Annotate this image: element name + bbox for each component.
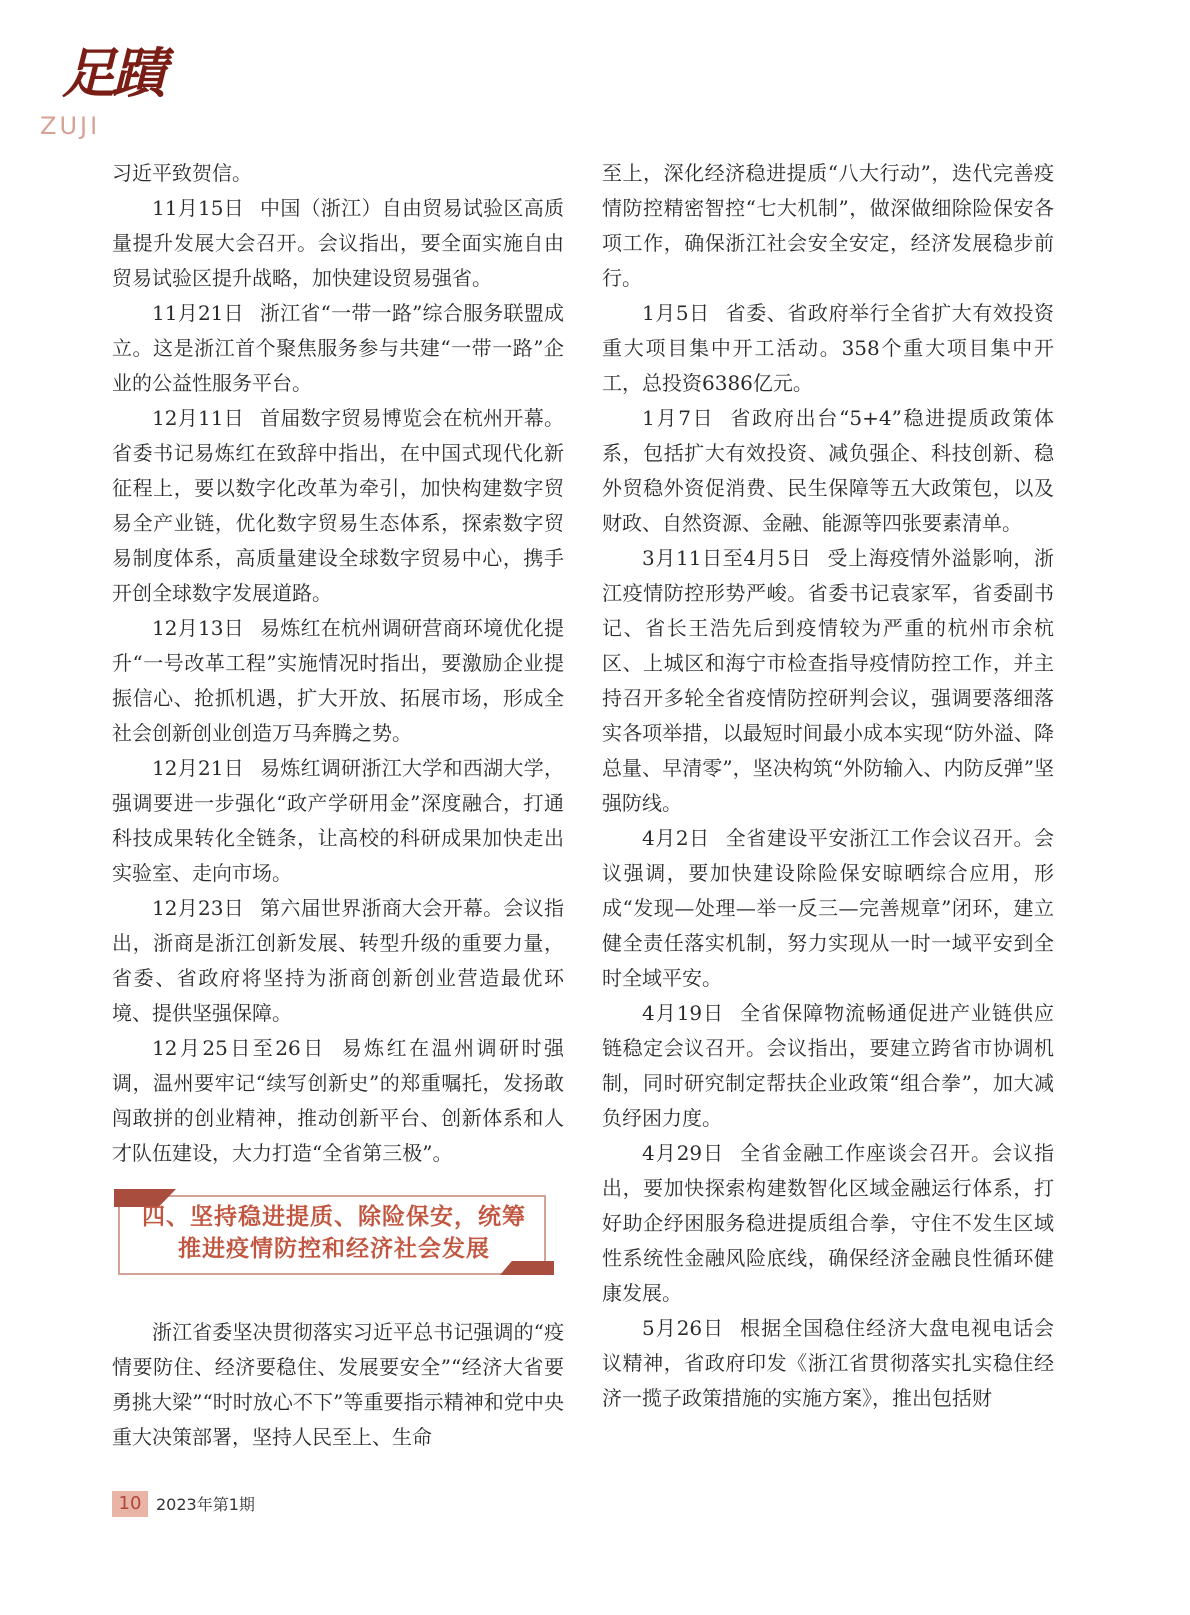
section-heading-text (118, 1201, 550, 1265)
entry-text: 易炼红调研浙江大学和西湖大学，强调要进一步强化“政产学研用金”深度融合，打通科技成果转化全链条，让高校的科研成果加快走出实验室、走向市场。 (112, 756, 564, 885)
entry-text: 全省金融工作座谈会召开。会议指出，要加快探索构建数智化区域金融运行体系，打好助企纾困服务稳进提质组合拳，守住不发生区域性系统性金融风险底线，确保经济金融良性循环健康发展。 (602, 1141, 1054, 1305)
right-column (602, 156, 1054, 1416)
entry-date: 5月26日 (642, 1316, 725, 1340)
entry-date: 1月7日 (642, 406, 715, 430)
zuji-logo (36, 41, 176, 142)
body-paragraph (112, 1031, 564, 1171)
body-paragraph (112, 401, 564, 611)
body-paragraph (112, 156, 564, 191)
body-paragraph (602, 821, 1054, 996)
entry-text: 受上海疫情外溢影响，浙江疫情防控形势严峻。省委书记袁家军，省委副书记、省长王浩先后到疫情较为严重的杭州市余杭区、上城区和海宁市检查指导疫情防控工作，并主持召开多轮全省疫情防控研判会议，强调要落细落实各项举措，以最短时间最小成本实现“防外溢、降总量、早清零”，坚决构筑“外防输入、内防反弹”坚强防线。 (602, 546, 1055, 815)
entry-text: 浙江省委坚决贯彻落实习近平总书记强调的“疫情要防住、经济要稳住、发展要安全”“经济大省要勇挑大梁”“时时放心不下”等重要指示精神和党中央重大决策部署，坚持人民至上、生命 (112, 1320, 564, 1449)
body-paragraph (602, 1311, 1054, 1416)
body-paragraph (602, 541, 1054, 821)
entry-text: 习近平致贺信。 (112, 161, 252, 185)
body-paragraph (602, 401, 1054, 541)
entry-text: 至上，深化经济稳进提质“八大行动”，迭代完善疫情防控精密智控“七大机制”，做深做细除险保安各项工作，确保浙江社会安全安定，经济发展稳步前行。 (602, 161, 1054, 290)
entry-text: 省委、省政府举行全省扩大有效投资重大项目集中开工活动。358个重大项目集中开工，总投资6386亿元。 (602, 301, 1054, 395)
entry-date: 12月23日 (152, 896, 245, 920)
entry-text: 易炼红在杭州调研营商环境优化提升“一号改革工程”实施情况时指出，要激励企业提振信心、抢抓机遇，扩大开放、拓展市场，形成全社会创新创业创造万马奔腾之势。 (112, 616, 564, 745)
entry-text: 全省保障物流畅通促进产业链供应链稳定会议召开。会议指出，要建立跨省市协调机制，同时研究制定帮扶企业政策“组合拳”，加大减负纾困力度。 (602, 1001, 1054, 1130)
body-paragraph (602, 1136, 1054, 1311)
entry-text: 首届数字贸易博览会在杭州开幕。省委书记易炼红在致辞中指出，在中国式现代化新征程上，要以数字化改革为牵引，加快构建数字贸易全产业链，优化数字贸易生态体系，探索数字贸易制度体系，高质量建设全球数字贸易中心，携手开创全球数字发展道路。 (112, 406, 564, 605)
entry-date: 12月13日 (152, 616, 245, 640)
entry-text: 浙江省“一带一路”综合服务联盟成立。这是浙江首个聚焦服务参与共建“一带一路”企业的公益性服务平台。 (112, 301, 565, 395)
entry-date: 4月19日 (642, 1001, 725, 1025)
entry-text: 省政府出台“5+4”稳进提质政策体系，包括扩大有效投资、减负强企、科技创新、稳外贸稳外资促消费、民生保障等五大政策包，以及财政、自然资源、金融、能源等四张要素清单。 (602, 406, 1054, 535)
page-number: 10 (112, 1491, 148, 1517)
entry-date: 11月21日 (152, 301, 244, 325)
entry-text: 第六届世界浙商大会开幕。会议指出，浙商是浙江创新发展、转型升级的重要力量，省委、省政府将坚持为浙商创新创业营造最优环境、提供坚强保障。 (112, 896, 564, 1025)
entry-text: 全省建设平安浙江工作会议召开。会议强调，要加快建设除险保安晾晒综合应用，形成“发现—处理—举一反三—完善规章”闭环，建立健全责任落实机制，努力实现从一时一域平安到全时全域平安。 (602, 826, 1054, 990)
issue-label: 2023年第1期 (156, 1495, 255, 1514)
section-heading-line: 推进疫情防控和经济社会发展 (178, 1236, 490, 1262)
entry-date: 4月2日 (642, 826, 710, 850)
left-column (112, 156, 564, 1455)
entry-date: 1月5日 (642, 301, 710, 325)
entry-text: 中国（浙江）自由贸易试验区高质量提升发展大会召开。会议指出，要全面实施自由贸易试验区提升战略，加快建设贸易强省。 (112, 196, 564, 290)
section-heading-line: 四、坚持稳进提质、除险保安，统筹 (142, 1204, 526, 1230)
body-paragraph (602, 996, 1054, 1136)
body-paragraph (112, 891, 564, 1031)
entry-date: 11月15日 (152, 196, 245, 220)
entry-date: 12月25日至26日 (152, 1036, 326, 1060)
body-paragraph (112, 1315, 564, 1455)
entry-date: 4月29日 (642, 1141, 725, 1165)
body-paragraph (112, 191, 564, 296)
entry-text: 易炼红在温州调研时强调，温州要牢记“续写创新史”的郑重嘱托，发扬敢闯敢拼的创业精神，推动创新平台、创新体系和人才队伍建设，大力打造“全省第三极”。 (112, 1036, 565, 1165)
body-paragraph (112, 296, 564, 401)
logo-latin-text: ZUJI (40, 112, 101, 140)
entry-date: 3月11日至4月5日 (642, 546, 812, 570)
body-paragraph (112, 751, 564, 891)
entry-text: 根据全国稳住经济大盘电视电话会议精神，省政府印发《浙江省贯彻落实扎实稳住经济一揽子政策措施的实施方案》，推出包括财 (602, 1316, 1054, 1410)
body-paragraph (602, 296, 1054, 401)
body-paragraph (112, 611, 564, 751)
section-heading (118, 1189, 554, 1275)
entry-date: 12月21日 (152, 756, 245, 780)
logo-chinese-text: 足蹟 (62, 41, 162, 105)
entry-date: 12月11日 (152, 406, 245, 430)
body-paragraph (602, 156, 1054, 296)
